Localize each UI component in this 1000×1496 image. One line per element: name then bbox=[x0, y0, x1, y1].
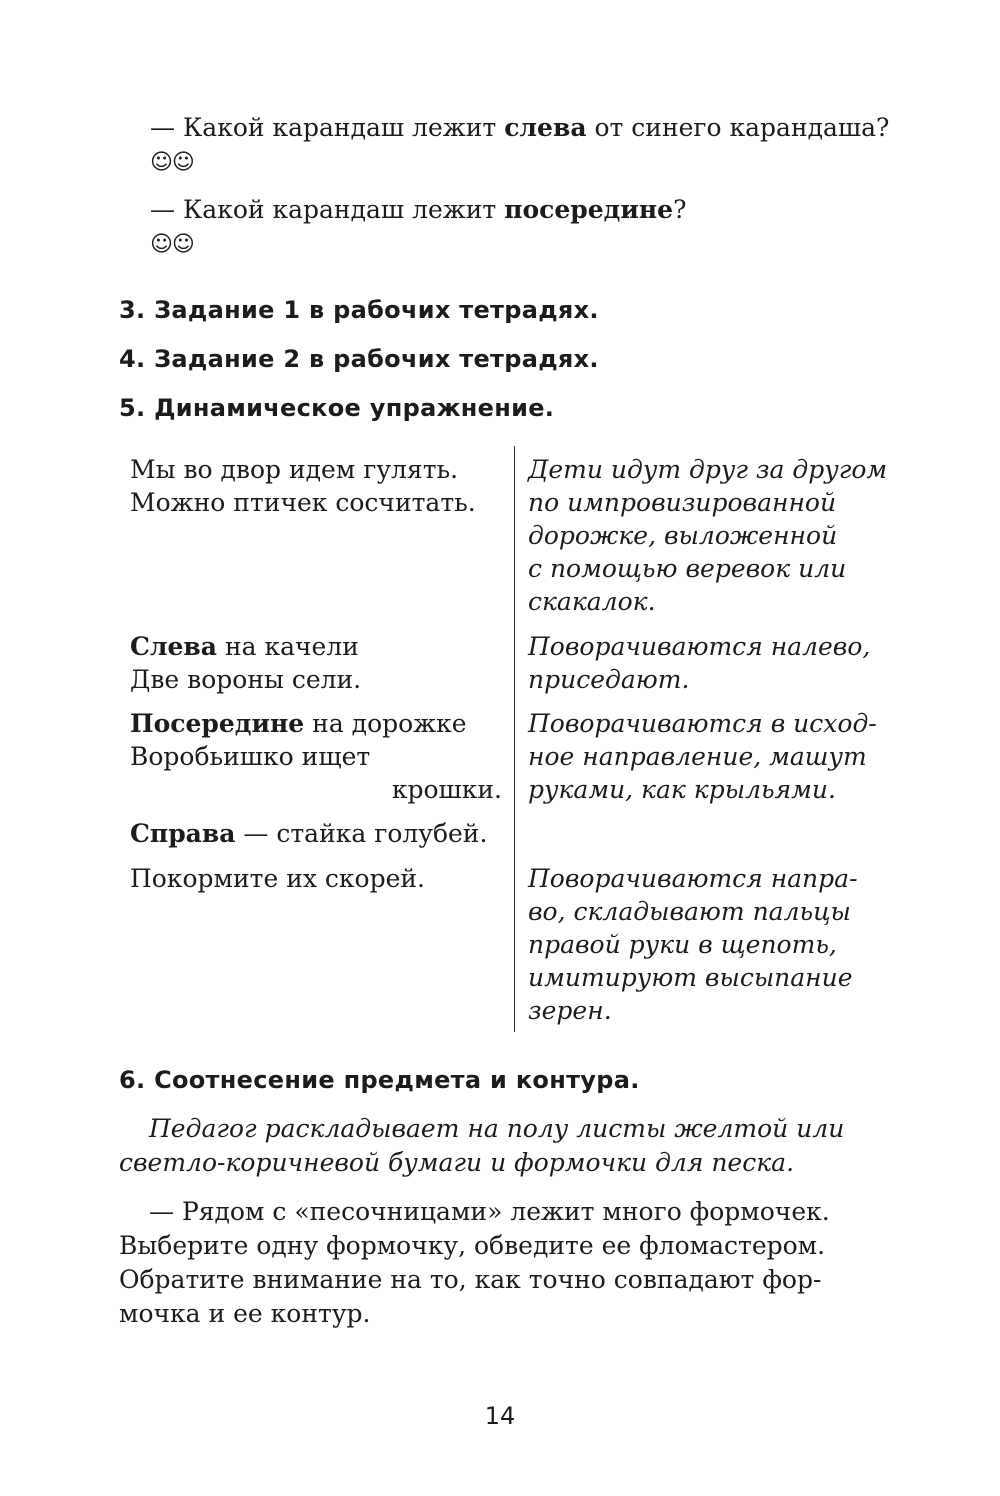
action-row-3 bbox=[528, 707, 908, 806]
question-text: — Какой карандаш лежит bbox=[150, 195, 505, 224]
rhyme-bold-word: Посередине bbox=[130, 709, 305, 738]
action-row-5 bbox=[528, 862, 908, 1027]
action-line: во, складывают пальцы bbox=[528, 897, 851, 926]
action-line: с помощью веревок или bbox=[528, 554, 847, 583]
action-line: Поворачиваются в исход- bbox=[528, 709, 877, 738]
action-row-1 bbox=[528, 453, 908, 618]
action-line: руками, как крыльями. bbox=[528, 775, 836, 804]
rhyme-row-1 bbox=[130, 453, 502, 519]
action-line: правой руки в щепоть, bbox=[528, 930, 837, 959]
question-bold-word: слева bbox=[504, 113, 587, 142]
action-line: Поворачиваются налево, bbox=[528, 632, 871, 661]
heading-task-6: 6. Соотнесение предмета и контура. bbox=[119, 1066, 640, 1094]
rhyme-text: на качели bbox=[217, 632, 359, 661]
rhyme-line: Покормите их скорей. bbox=[130, 864, 426, 893]
action-line: имитируют высыпание bbox=[528, 963, 853, 992]
action-row-2 bbox=[528, 630, 908, 696]
action-line: скакалок. bbox=[528, 587, 656, 616]
question-middle-pencil bbox=[150, 193, 687, 227]
rhyme-line: крошки. bbox=[391, 775, 502, 804]
rhyme-text: на дорожке bbox=[304, 709, 467, 738]
action-line: зерен. bbox=[528, 996, 612, 1025]
rhyme-line: Можно птичек сосчитать. bbox=[130, 488, 476, 517]
speech-line: Выберите одну формочку, обведите ее фломастером. bbox=[119, 1231, 826, 1260]
question-text: — Какой карандаш лежит bbox=[150, 113, 505, 142]
rhyme-row-2 bbox=[130, 630, 502, 696]
rhyme-row-5 bbox=[130, 862, 502, 895]
teacher-instruction bbox=[119, 1112, 914, 1180]
rhyme-line: Две вороны сели. bbox=[130, 665, 362, 694]
question-left-pencil bbox=[150, 111, 889, 145]
action-line: дорожке, выложенной bbox=[528, 521, 838, 550]
action-line: приседают. bbox=[528, 665, 690, 694]
action-line: Поворачиваются напра- bbox=[528, 864, 858, 893]
action-line: по импровизированной bbox=[528, 488, 837, 517]
heading-task-5: 5. Динамическое упражнение. bbox=[119, 394, 555, 422]
teacher-speech bbox=[119, 1195, 914, 1331]
rhyme-bold-word: Справа bbox=[130, 819, 236, 848]
question-bold-word: посередине bbox=[504, 195, 674, 224]
rhyme-row-4 bbox=[130, 817, 502, 850]
action-line: Дети идут друг за другом bbox=[528, 455, 888, 484]
question-text: от синего карандаша? bbox=[586, 113, 890, 142]
speech-line: мочка и ее контур. bbox=[119, 1299, 371, 1328]
page-number: 14 bbox=[484, 1402, 516, 1430]
speech-line: Обратите внимание на то, как точно совпадают фор- bbox=[119, 1265, 822, 1294]
question-text: ? bbox=[673, 195, 687, 224]
rhyme-line: Мы во двор идем гулять. bbox=[130, 455, 459, 484]
instruction-line: Педагог раскладывает на полу листы желтой или bbox=[149, 1114, 845, 1143]
smiley-icons: ☺☺ bbox=[150, 232, 194, 257]
table-divider bbox=[514, 446, 515, 1032]
smiley-icons: ☺☺ bbox=[150, 150, 194, 175]
rhyme-line bbox=[130, 630, 502, 663]
heading-task-4: 4. Задание 2 в рабочих тетрадях. bbox=[119, 345, 599, 373]
rhyme-line bbox=[130, 817, 502, 850]
heading-task-3: 3. Задание 1 в рабочих тетрадях. bbox=[119, 296, 599, 324]
instruction-line: светло-коричневой бумаги и формочки для песка. bbox=[119, 1148, 795, 1177]
speech-line: — Рядом с «песочницами» лежит много формочек. bbox=[149, 1197, 830, 1226]
rhyme-line: Воробьишко ищет bbox=[130, 742, 371, 771]
action-line: ное направление, машут bbox=[528, 742, 867, 771]
rhyme-row-3 bbox=[130, 707, 502, 806]
rhyme-line bbox=[130, 707, 502, 740]
rhyme-bold-word: Слева bbox=[130, 632, 217, 661]
rhyme-text: — стайка голубей. bbox=[235, 819, 488, 848]
